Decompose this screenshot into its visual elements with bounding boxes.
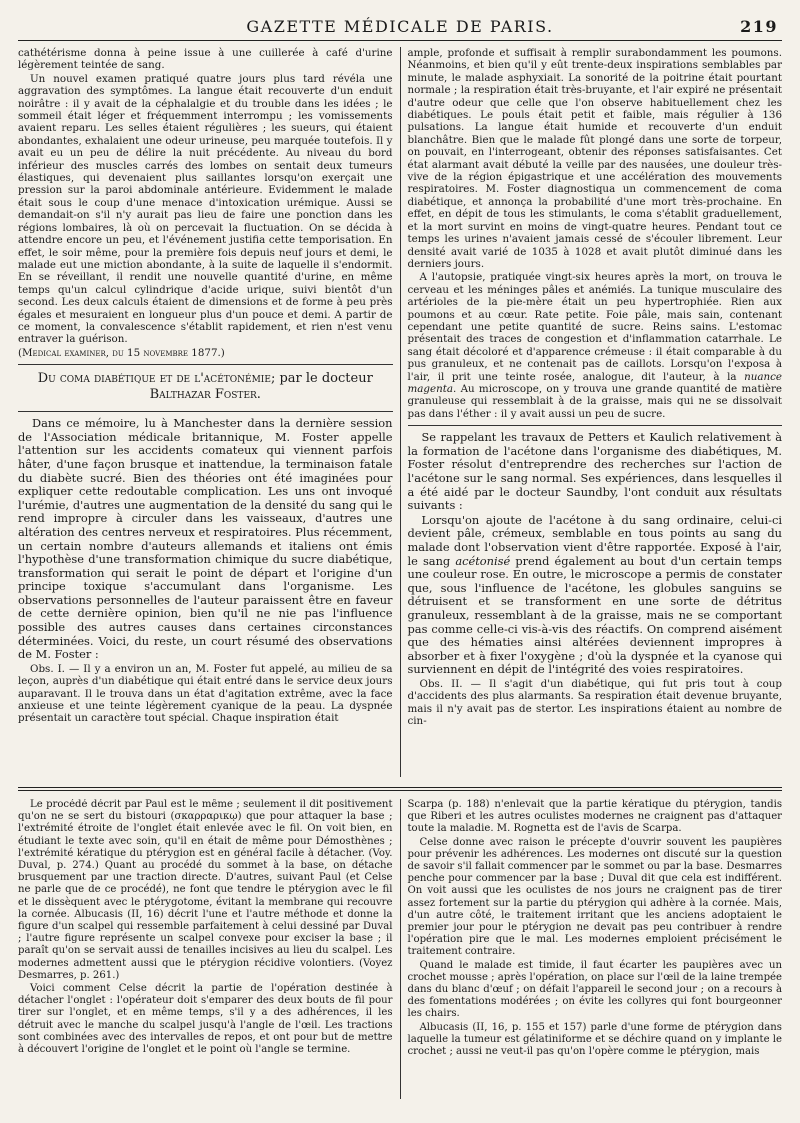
upper-right-column — [401, 47, 783, 777]
journal-title: GAZETTE MÉDICALE DE PARIS. — [246, 17, 554, 36]
section-divider — [408, 425, 783, 426]
article-body-large — [408, 431, 783, 677]
lower-right-column — [401, 799, 783, 1099]
article-title — [18, 371, 393, 403]
text-run: A l'autopsie, pratiquée vingt-six heures après la mort, on trouva le cerveau et les méninges pâles et anémiés. La tunique musculaire des artérioles de la pie-mère était un peu hypertrophiée. Rien aux poumons et au cœur. Rate petite. Foie pâle, mais sain, contenant cependant une petite quantité de sucre. Reins sains. L'estomac présentait des traces de congestion et d'inflammation catarrhale. Le sang était décoloré et d'apparence crémeuse : il était comparable à du pus granuleux, et ne contenait pas de caillots. Lorsqu'on l'exposa à l'air, il prit une teinte rosée, analogue, dit l'auteur, à la — [407, 271, 782, 383]
source-citation: (Medical examiner, du 15 novembre 1877.) — [18, 346, 225, 359]
feuilleton-divider — [18, 787, 782, 791]
section-divider — [18, 411, 393, 412]
section-divider — [18, 364, 393, 365]
paragraph: Se rappelant les travaux de Petters et Kaulich relativement à la formation de l'acétone dans l'organisme des diabétiques, M. Foster résolut d'entreprendre des recherches sur l'action de l'acétone sur le sang normal. Ses expériences, dans lesquelles il a été aidé par le docteur Saundby, l'ont conduit aux résultats suivants : — [407, 430, 782, 513]
paragraph — [408, 271, 783, 420]
paragraph: cathétérisme donna à peine issue à une cuillerée à café d'urine légèrement teintée de sang. — [18, 47, 393, 72]
paragraph — [408, 514, 783, 677]
greek-term: (σκαρραρικῳ) — [170, 811, 242, 823]
lower-section — [18, 799, 782, 1099]
text-run: prend également au bout d'un certain temps une couleur rose. En outre, le microscope a permis de constater que, sous l'influence de l'acétone, les globules sanguins se détruisent et se transforment en une sorte de détritus granuleux, ressemblant à de la graisse, mais ne se comportant pas comme celle-ci vis-à-vis des réactifs. On comprend aisément que des hématies ainsi altérées deviennent impropres à absorber et à fixer l'oxygène ; d'où la dyspnée et la cyanose qui surviennent en dépit de l'intégrité des voies respiratoires. — [407, 553, 782, 677]
paragraph — [18, 799, 393, 982]
paragraph: ample, profonde et suffisait à remplir surabondamment les poumons. Néanmoins, et bien qu'il y eût trente-deux inspirations semblables par minute, le malade asphyxiait. La sonorité de la poitrine était pourtant normale ; la respiration était très-bruyante, et l'air expiré ne présentait d'autre odeur que celle que l'on observe habituellement chez les diabétiques. Le pouls était petit et faible, mais régulier à 136 pulsations. La langue était humide et recouverte d'un enduit blanchâtre. Bien que le malade fût plongé dans une sorte de torpeur, on pouvait, en l'interrogeant, obtenir des réponses satisfaisantes. Cet état alarmant avait débuté la veille par des nausées, une douleur très-vive de la région épigastrique et une accélération des mouvements respiratoires. M. Foster diagnostiqua un commencement de coma diabétique, et annonça la probabilité d'une mort très-prochaine. En effet, en dépit de tous les stimulants, le coma s'établit graduellement, et la mort survint en moins de vingt-quatre heures. Pendant tout ce temps les urines n'avaient jamais cessé de s'écouler librement. Leur densité avait varié de 1035 à 1028 et avait plutôt diminué dans les derniers jours. — [407, 47, 782, 270]
article-title-main: Du coma diabétique et de l'acétonémie — [37, 371, 271, 387]
upper-section — [18, 47, 782, 777]
text-run: que pour attaquer la base ; l'extrémité étroite de l'onglet était enlevée avec le fil. On voit bien, en étudiant le texte avec soin, qu'il en était de même pour Démosthènes ; l'extrémité kératique du ptérygion est en général facile à détacher. (Voy. Duval, p. 274.) Quant au procédé du sommet à la base, on détache brusquement par une traction directe. D'autres, suivant Paul (et Celse ne parle que de ce procédé), ne font que tendre le ptérygion avec le fil et le dissèquent avec le ptérygotome, évitant la membrane qui recouvre la cornée. Albucasis (II, 16) décrit l'une et l'autre méthode et donne la figure d'un scalpel qui ressemble parfaitement à celui dessiné par Duval ; l'autre figure représente un scalpel convexe pour exciser la base ; il paraît qu'on se servait aussi de tenailles incisives au lieu du scalpel. Les modernes admettent aussi que le ptérygion récidive volontiers. (Voyez Desmarres, p. 261.) — [18, 811, 393, 981]
newspaper-page — [18, 14, 782, 1099]
article-author: Balthazar Foster. — [149, 387, 261, 403]
text-run: Le procédé décrit par Paul est le même ; seulement il dit positivement qu'on ne se sert du bistouri — [18, 799, 393, 823]
paragraph: Scarpa (p. 188) n'enlevait que la partie kératique du ptérygion, tandis que Riberi et les autres oculistes modernes ne craignent pas d'attaquer toute la maladie. M. Rognetta est de l'avis de Scarpa. — [407, 799, 782, 835]
emphasis: nuance magenta. — [407, 370, 782, 395]
paragraph: Dans ce mémoire, lu à Manchester dans la dernière session de l'Association médicale britannique, M. Foster appelle l'attention sur les accidents comateux qui viennent parfois hâter, d'une façon brusque et inattendue, la terminaison fatale du diabète sucré. Bien des théories ont été imaginées pour expliquer cette redoutable complication. Les uns ont invoqué l'urémie, d'autres une augmentation de la densité du sang qui le rend impropre à circuler dans les vaisseaux, d'autres une altération des centres nerveux et respiratoires. Plus récemment, un certain nombre d'auteurs allemands et italiens ont émis l'hypothèse d'une transformation chimique du sucre diabétique, transformation qui serait le point de départ et l'origine d'un principe toxique s'accumulant dans l'organisme. Les observations personnelles de l'auteur paraissent être en faveur de cette dernière opinion, bien qu'il ne nie pas l'influence possible des autres causes dans certaines circonstances déterminées. Voici, du reste, un court résumé des observations de M. Foster : — [18, 416, 393, 662]
page-number: 219 — [740, 17, 778, 36]
page-header — [18, 14, 782, 41]
text-run: Lorsqu'on ajoute de l'acétone à du sang ordinaire, celui-ci devient pâle, crémeux, semblable en tous points au sang du malade dont l'observation vient d'être rapportée. Exposé à l'air, le sang — [407, 512, 782, 568]
upper-left-column — [18, 47, 401, 777]
paragraph: Albucasis (II, 16, p. 155 et 157) parle d'une forme de ptérygion dans laquelle la tumeur est gélatiniforme et se déchire quand on y implante le crochet ; aussi ne veut-il pas qu'on l'opère comme le ptérygion, mais — [407, 1021, 782, 1058]
paragraph: Obs. I. — Il y a environ un an, M. Foster fut appelé, au milieu de sa leçon, auprès d'un diabétique qui était entré dans le service deux jours auparavant. Il le trouva dans un état d'agitation extrême, avec la face anxieuse et une teinte légèrement cyanique de la peau. La dyspnée présentait un caractère tout spécial. Chaque inspiration était — [18, 662, 393, 725]
article-title-suffix: ; par le docteur — [270, 371, 373, 387]
paragraph: Voici comment Celse décrit la partie de l'opération destinée à détacher l'onglet : l'opérateur doit s'emparer des deux bouts de fil pour tirer sur l'onglet, et en même temps, s'il y a des adhérences, il les détruit avec le manche du scalpel jusqu'à l'angle de l'œil. Les tractions sont combinées avec des intervalles de repos, et ont pour but de mettre à découvert l'origine de l'onglet et le point où l'angle se termine. — [18, 983, 393, 1056]
text-run: Au microscope, on y trouva une grande quantité de matière granuleuse qui ressemblait à de la graisse, mais qui ne se dissolvait pas dans l'éther : il y avait aussi un peu de sucre. — [407, 382, 782, 420]
article-intro — [18, 417, 393, 662]
lower-left-column — [18, 799, 401, 1099]
paragraph: Celse donne avec raison le précepte d'ouvrir souvent les paupières pour prévenir les adhérences. Les modernes ont discuté sur la question de savoir s'il fallait commencer par le sommet ou par la base. Desmarres penche pour commencer par la base ; Duval dit que cela est indifférent. On voit aussi que les oculistes de nos jours ne craignent pas de tirer assez fortement sur la partie du ptérygion qui adhère à la cornée. Mais, d'un autre côté, le traitement irritant que les anciens adoptaient le premier jour pour le ptérygion ne devait pas peu contribuer à rendre l'opération pire que le mal. Les modernes emploient précisément le traitement contraire. — [407, 836, 782, 958]
paragraph: Un nouvel examen pratiqué quatre jours plus tard révéla une aggravation des symptômes. La langue était recouverte d'un enduit noirâtre : il y avait de la céphalalgie et du trouble dans les idées ; le sommeil était léger et fréquemment interrompu ; les vomissements avaient reparu. Les selles étaient régulières ; les sueurs, qui étaient abondantes, exhalaient une odeur urineuse, peu marquée toutefois. Il y avait eu un peu de délire la nuit précédente. Au niveau du bord inférieur des muscles carrés des lombes on sentait deux tumeurs élastiques, qui devenaient plus saillantes lorsqu'on exerçait une pression sur la paroi abdominale antérieure. Evidemment le malade était sous le coup d'une menace d'intoxication urémique. Aussi se demandait-on s'il n'y aurait pas lieu de faire une ponction dans les régions lombaires, là où on percevait la fluctuation. On se décida à attendre encore un peu, et l'événement justifia cette temporisation. En effet, le soir même, pour la première fois depuis neuf jours et demi, le malade eut une miction abondante, à la suite de laquelle il s'endormit. En se réveillant, il rendit une nouvelle quantité d'urine, en même temps qu'un calcul cylindrique d'acide urique, suivi bientôt d'un second. Les deux calculs étaient de dimensions et de forme à peu près égales et mesuraient en longueur plus d'un pouce et demi. A partir de ce moment, la convalescence s'établit rapidement, et rien n'est venu entraver la guérison. — [18, 72, 393, 346]
paragraph: Quand le malade est timide, il faut écarter les paupières avec un crochet mousse ; après l'opération, on place sur l'œil de la laine trempée dans du blanc d'œuf ; on défait l'appareil le second jour ; on a recours à des fomentations modérées ; on évite les collyres qui font bourgeonner les chairs. — [407, 959, 782, 1020]
emphasis: acétonisé — [455, 553, 511, 568]
paragraph: Obs. II. — Il s'agit d'un diabétique, qui fut pris tout à coup d'accidents des plus alarmants. Sa respiration était devenue bruyante, mais il n'y avait pas de stertor. Les inspirations étaient au nombre de cin- — [407, 677, 782, 728]
